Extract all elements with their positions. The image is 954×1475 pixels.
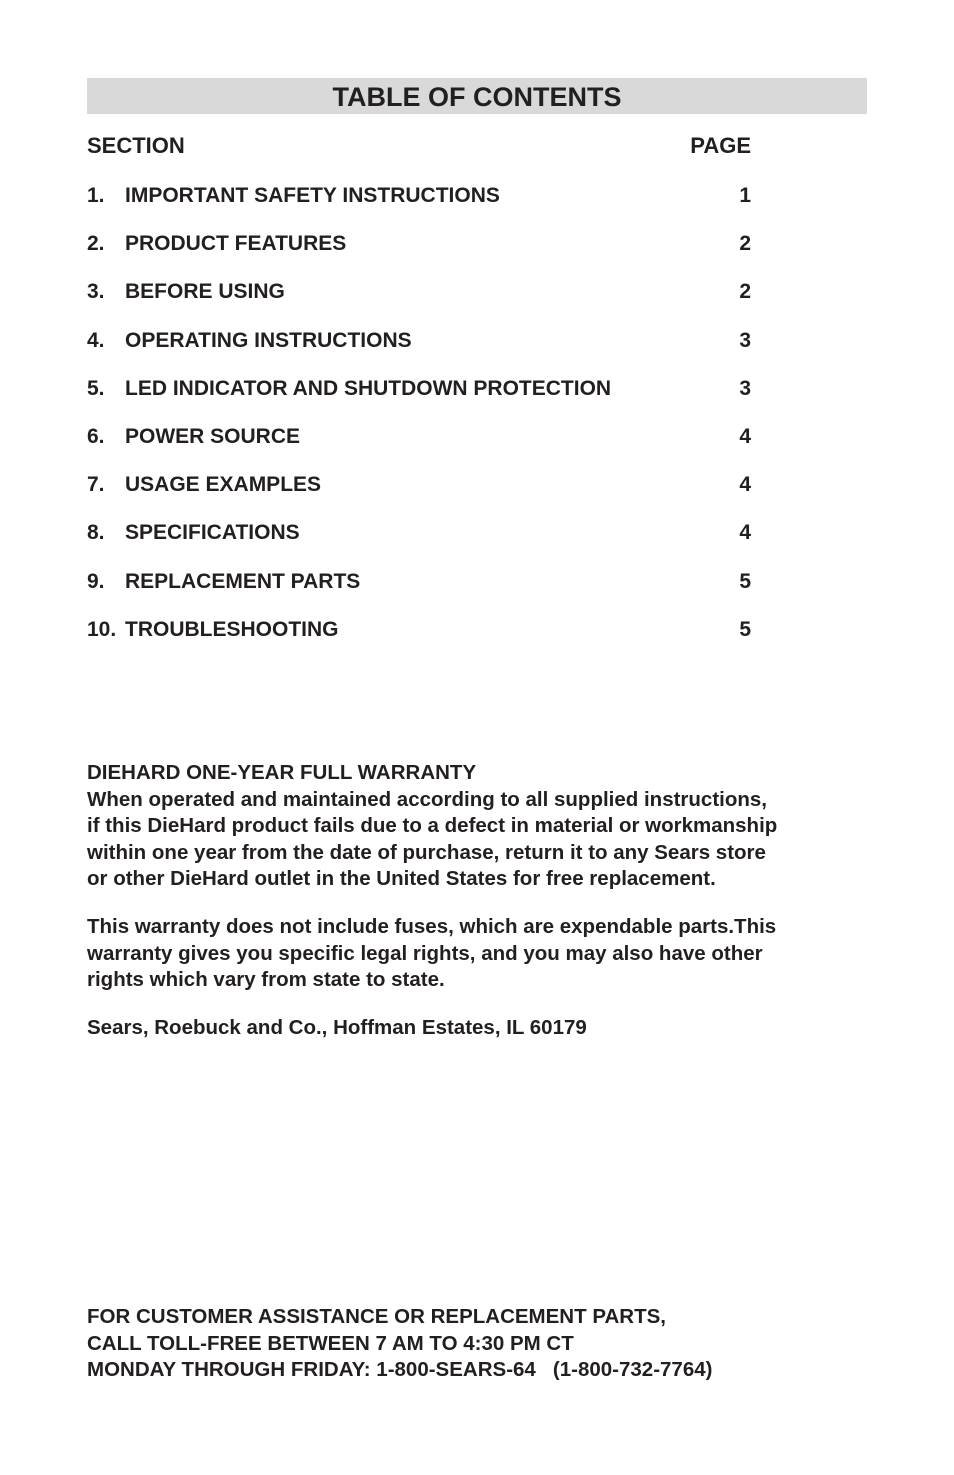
toc-item-power-source	[87, 423, 751, 471]
customer-assistance	[87, 1304, 887, 1384]
toc-item-title: USAGE EXAMPLES	[125, 473, 322, 497]
warranty-line: rights which vary from state to state.	[87, 968, 445, 992]
toc-item-page: 5	[739, 569, 751, 593]
toc-item-usage-examples	[87, 471, 751, 519]
toc-item-title: TROUBLESHOOTING	[125, 617, 339, 641]
toc-item-title: OPERATING INSTRUCTIONS	[125, 328, 412, 352]
toc-item-number: 9.	[87, 569, 105, 593]
toc-item-troubleshooting	[87, 616, 751, 664]
toc-column-headers	[87, 133, 751, 163]
toc-item-page: 4	[739, 473, 751, 497]
warranty-section	[87, 760, 887, 1062]
toc-item-number: 8.	[87, 521, 105, 545]
toc-item-title: BEFORE USING	[125, 280, 285, 304]
warranty-line: within one year from the date of purchase, return it to any Sears store	[87, 840, 766, 864]
warranty-line: warranty gives you specific legal rights, and you may also have other	[87, 941, 763, 965]
toc-item-title: REPLACEMENT PARTS	[125, 569, 361, 593]
warranty-title: DIEHARD ONE-YEAR FULL WARRANTY	[87, 761, 477, 784]
toc-item-product-features	[87, 230, 751, 278]
toc-item-led-indicator	[87, 375, 751, 423]
toc-list	[87, 182, 751, 664]
toc-item-number: 4.	[87, 328, 105, 352]
toc-item-page: 4	[739, 521, 751, 545]
warranty-paragraph-exclusions	[87, 914, 887, 994]
page-column-header: PAGE	[690, 133, 751, 158]
assistance-line: FOR CUSTOMER ASSISTANCE OR REPLACEMENT PARTS,	[87, 1305, 666, 1328]
toc-item-number: 7.	[87, 473, 105, 497]
toc-item-title: PRODUCT FEATURES	[125, 232, 347, 256]
warranty-line: This warranty does not include fuses, which are expendable parts.This	[87, 914, 777, 938]
warranty-line: When operated and maintained according to all supplied instructions,	[87, 787, 767, 811]
toc-item-page: 3	[739, 328, 751, 352]
assistance-phone-line: MONDAY THROUGH FRIDAY: 1-800-SEARS-64 (1-800-732-7764)	[87, 1358, 713, 1382]
toc-item-number: 2.	[87, 232, 105, 256]
warranty-line: or other DieHard outlet in the United States for free replacement.	[87, 867, 716, 891]
toc-item-page: 1	[739, 184, 751, 207]
toc-item-replacement-parts	[87, 568, 751, 616]
toc-item-title: SPECIFICATIONS	[125, 521, 300, 545]
toc-item-operating-instructions	[87, 327, 751, 375]
warranty-paragraph-coverage	[87, 787, 887, 893]
toc-item-specifications	[87, 519, 751, 567]
toc-item-page: 4	[739, 424, 751, 448]
toc-item-safety-instructions	[87, 182, 751, 230]
toc-item-page: 2	[739, 280, 751, 304]
toc-item-number: 3.	[87, 280, 105, 304]
section-column-header: SECTION	[87, 133, 185, 158]
warranty-address: Sears, Roebuck and Co., Hoffman Estates, IL 60179	[87, 1015, 587, 1039]
toc-item-title: IMPORTANT SAFETY INSTRUCTIONS	[125, 184, 500, 207]
toc-item-before-using	[87, 278, 751, 326]
warranty-line: if this DieHard product fails due to a defect in material or workmanship	[87, 814, 778, 838]
toc-item-title: POWER SOURCE	[125, 424, 301, 448]
toc-title: TABLE OF CONTENTS	[87, 78, 867, 114]
toc-item-number: 1.	[87, 184, 105, 207]
toc-item-page: 2	[739, 232, 751, 256]
toc-item-title: LED INDICATOR AND SHUTDOWN PROTECTION	[125, 376, 612, 400]
toc-item-number: 5.	[87, 376, 105, 400]
toc-item-number: 10.	[87, 617, 117, 641]
toc-item-page: 3	[739, 376, 751, 400]
assistance-line: CALL TOLL-FREE BETWEEN 7 AM TO 4:30 PM CT	[87, 1331, 574, 1355]
toc-item-page: 5	[739, 617, 751, 641]
toc-item-number: 6.	[87, 424, 105, 448]
